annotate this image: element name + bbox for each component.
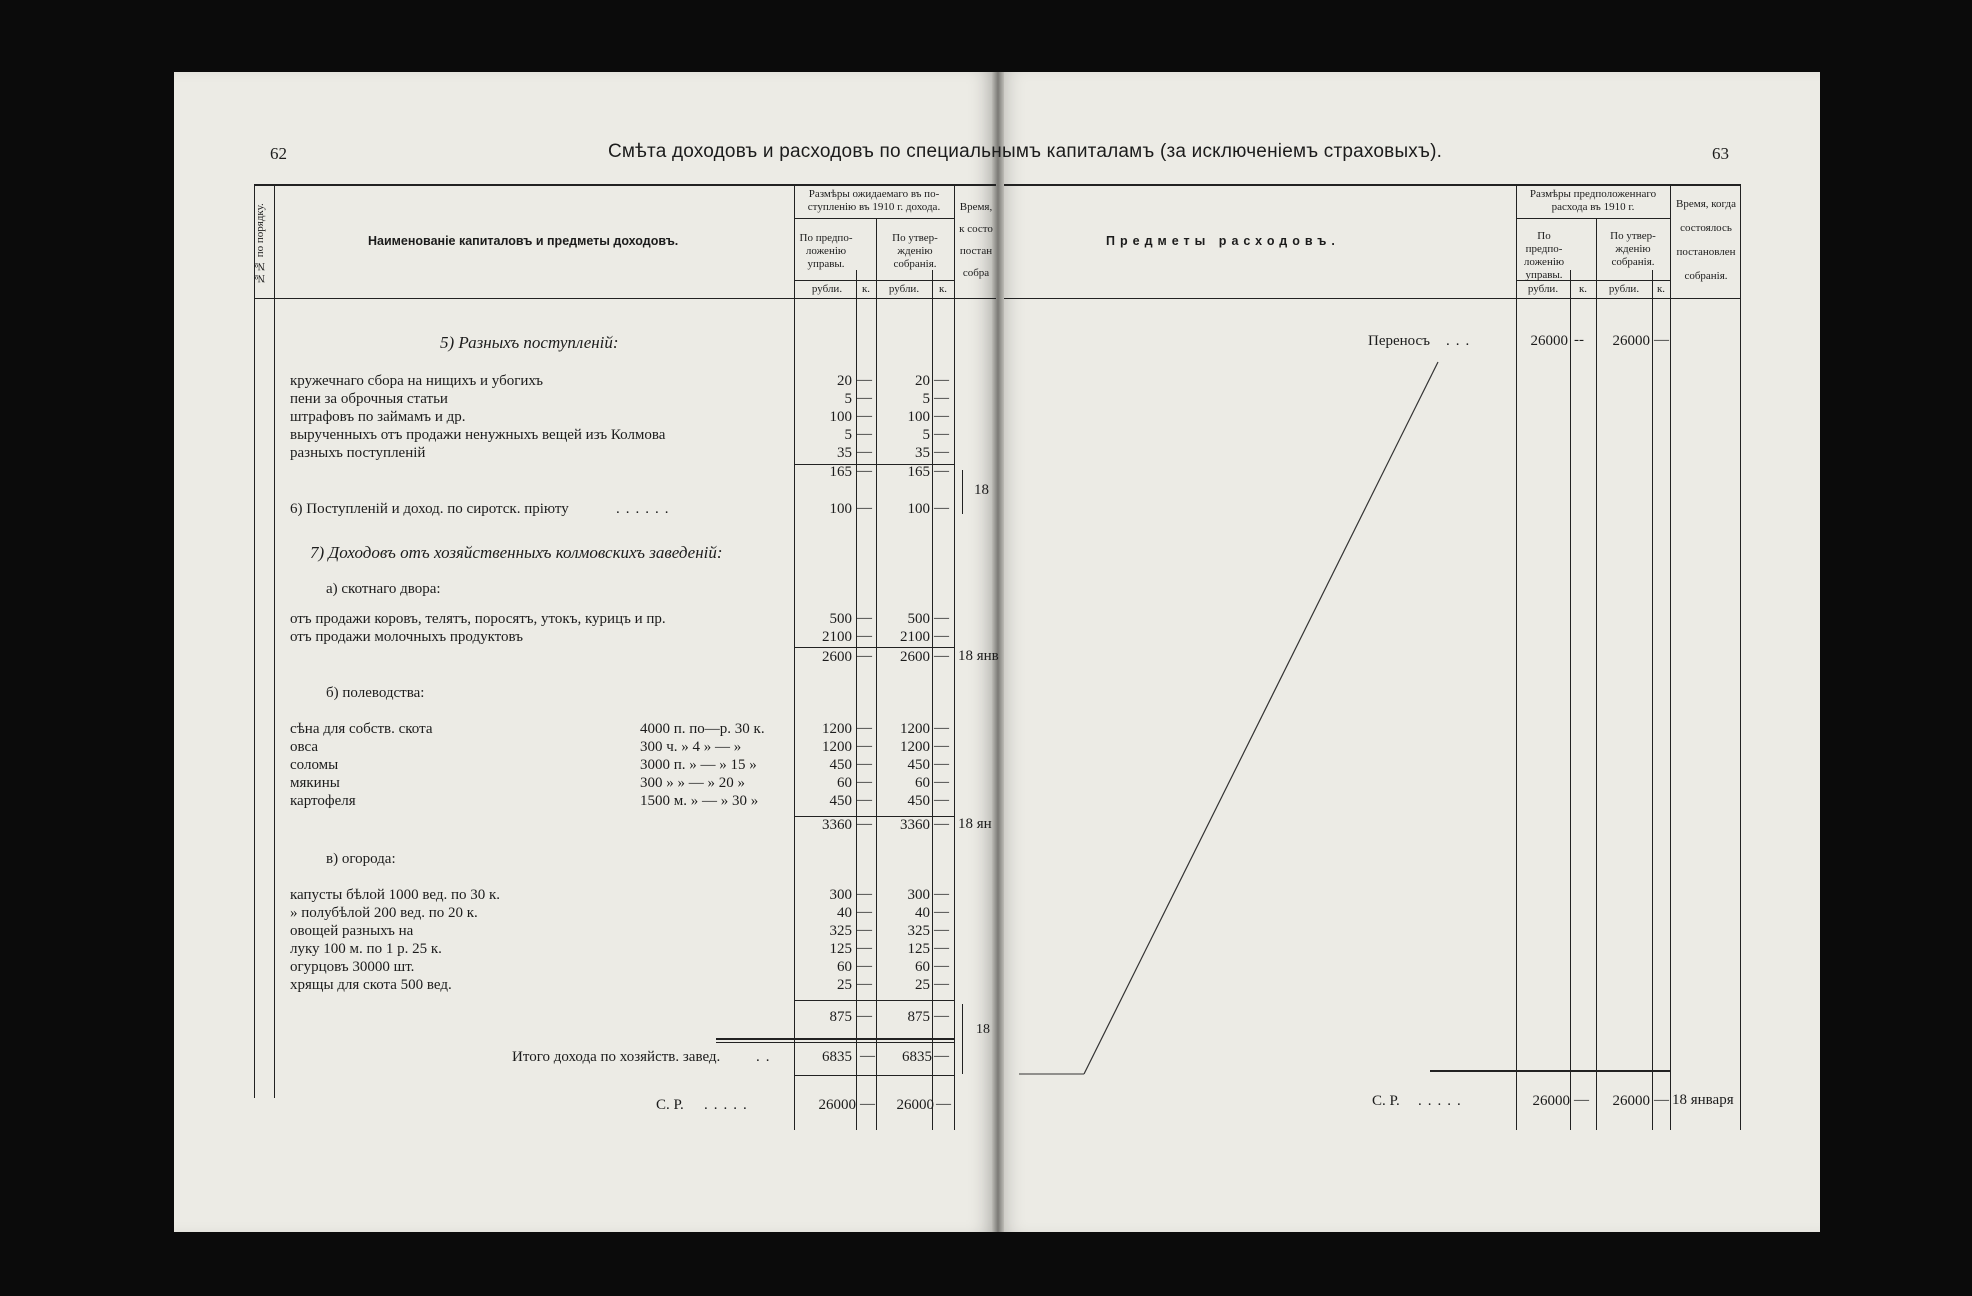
dash: — bbox=[857, 940, 872, 956]
dash: — bbox=[934, 816, 949, 832]
right-table-top-rule bbox=[1004, 184, 1740, 186]
dash: — bbox=[934, 940, 949, 956]
dash: -- bbox=[1574, 332, 1584, 348]
row-quantity: 4000 п. по—р. 30 к. bbox=[640, 721, 765, 737]
row-proposal: 300 bbox=[829, 887, 852, 903]
col-approved-rub: рубли. bbox=[888, 283, 920, 295]
row-label: капусты бѣлой 1000 вед. по 30 к. bbox=[290, 887, 501, 903]
sub-b-total-date: 18 ян bbox=[958, 816, 992, 832]
dash: — bbox=[857, 463, 872, 479]
row-label: штрафовъ по займамъ и др. bbox=[290, 409, 466, 425]
row-label: кружечнаго сбора на нищихъ и убогихъ bbox=[290, 373, 544, 389]
dash: — bbox=[1574, 1092, 1589, 1108]
dash: — bbox=[857, 444, 872, 460]
right-carry-date: 18 января bbox=[1672, 1092, 1734, 1108]
col-approved-kop: к. bbox=[938, 283, 948, 295]
dash: — bbox=[1654, 1092, 1669, 1108]
dash: — bbox=[934, 792, 949, 808]
row-proposal: 450 bbox=[829, 757, 852, 773]
dash: — bbox=[857, 390, 872, 406]
row-proposal: 100 bbox=[829, 409, 852, 425]
bracket bbox=[962, 470, 963, 514]
row-label: сѣна для собств. скота bbox=[290, 721, 433, 737]
dash: — bbox=[857, 720, 872, 736]
dash: — bbox=[857, 738, 872, 754]
right-header-bottom-rule bbox=[1004, 298, 1740, 299]
row-proposal: 5 bbox=[844, 427, 852, 443]
row-quantity: 300 » » — » 20 » bbox=[640, 775, 745, 791]
dot-leader: ...... bbox=[616, 501, 675, 517]
row-approved: 450 bbox=[907, 793, 930, 809]
row-quantity: 300 ч. » 4 » — » bbox=[640, 739, 742, 755]
left-table-edge bbox=[254, 184, 255, 1098]
dash: — bbox=[857, 408, 872, 424]
dash: — bbox=[934, 408, 949, 424]
dash: — bbox=[934, 756, 949, 772]
col-sizes-header: Размѣры ожидаемаго въ по-ступленію въ 1910 г. дохода. bbox=[807, 188, 941, 213]
sub-a-total-approved: 2600 bbox=[900, 649, 930, 665]
row-proposal: 125 bbox=[829, 941, 852, 957]
left-units-rule bbox=[794, 280, 954, 281]
col-approved-header: По утвер-жденію собранія. bbox=[892, 232, 938, 270]
right-carry-approved: 26000 bbox=[1612, 1093, 1650, 1109]
dash: — bbox=[934, 738, 949, 754]
row-approved: 5 bbox=[922, 427, 930, 443]
row-proposal: 500 bbox=[829, 611, 852, 627]
row-label: » полубѣлой 200 вед. по 20 к. bbox=[290, 905, 478, 921]
row-proposal: 60 bbox=[837, 775, 852, 791]
row-approved: 20 bbox=[915, 373, 930, 389]
r-col-proposal-kop: к. bbox=[1578, 283, 1588, 295]
row-label: картофеля bbox=[290, 793, 356, 809]
row-label: овса bbox=[290, 739, 318, 755]
col-no-divider bbox=[274, 184, 275, 1098]
row-proposal: 325 bbox=[829, 923, 852, 939]
diagonal-strike bbox=[1084, 362, 1438, 1074]
dash: — bbox=[934, 1048, 949, 1064]
row-approved: 125 bbox=[907, 941, 930, 957]
right-page-number: 63 bbox=[1712, 144, 1729, 163]
col-proposal-rub: рубли. bbox=[811, 283, 843, 295]
total-farm-proposal: 6835 bbox=[822, 1049, 852, 1065]
section5-total-proposal: 165 bbox=[829, 464, 852, 480]
dash: — bbox=[934, 463, 949, 479]
row-approved: 450 bbox=[907, 757, 930, 773]
left-carry-label: С. Р. bbox=[656, 1097, 684, 1113]
left-carry-approved: 26000 bbox=[896, 1097, 934, 1113]
row-approved: 2100 bbox=[900, 629, 930, 645]
dash: — bbox=[857, 976, 872, 992]
dash: — bbox=[857, 904, 872, 920]
row-quantity: 1500 м. » — » 30 » bbox=[640, 793, 759, 809]
section5-total-approved: 165 bbox=[907, 464, 930, 480]
r-col-proposal-header: По предпо-ложенію управы. bbox=[1523, 230, 1565, 281]
section7-title: 7) Доходовъ отъ хозяйственныхъ колмовскихъ заведеній: bbox=[310, 543, 723, 562]
dash: — bbox=[934, 922, 949, 938]
transfer-proposal: 26000 bbox=[1530, 333, 1568, 349]
row-proposal: 5 bbox=[844, 391, 852, 407]
row-label: отъ продажи молочныхъ продуктовъ bbox=[290, 629, 524, 645]
total-farm-approved: 6835 bbox=[902, 1049, 932, 1065]
dash: — bbox=[936, 1096, 951, 1112]
dash: — bbox=[857, 426, 872, 442]
dash: — bbox=[860, 1096, 875, 1112]
row-label: пени за оброчныя статьи bbox=[290, 391, 448, 407]
dash: — bbox=[934, 958, 949, 974]
section5-total-date: 18 bbox=[974, 482, 989, 498]
sub-c-total-proposal: 875 bbox=[829, 1009, 852, 1025]
total-farm-label: Итого дохода по хозяйств. завед. bbox=[512, 1049, 721, 1065]
row-label: овощей разныхъ на bbox=[290, 923, 414, 939]
row-label: хрящы для скота 500 вед. bbox=[290, 977, 452, 993]
row-approved: 500 bbox=[907, 611, 930, 627]
dash: — bbox=[934, 976, 949, 992]
r-col-approved-rub: рубли. bbox=[1608, 283, 1640, 295]
row-proposal: 20 bbox=[837, 373, 852, 389]
dash: — bbox=[934, 648, 949, 664]
sub-a-total-date: 18 янв bbox=[958, 648, 999, 664]
row-label: огурцовъ 30000 шт. bbox=[290, 959, 415, 975]
row-label: мякины bbox=[290, 775, 340, 791]
right-sizes-subrule bbox=[1516, 218, 1670, 219]
transfer-label: Переносъ bbox=[1368, 333, 1430, 349]
dash: — bbox=[857, 628, 872, 644]
row-approved: 25 bbox=[915, 977, 930, 993]
dash: — bbox=[934, 720, 949, 736]
sub-c-total-date: 18 bbox=[976, 1022, 990, 1037]
cancellation-line bbox=[1004, 300, 1524, 1100]
transfer-approved: 26000 bbox=[1612, 333, 1650, 349]
bracket bbox=[962, 1004, 963, 1074]
row-approved: 300 bbox=[907, 887, 930, 903]
dash: — bbox=[934, 500, 949, 516]
dot-leader: ..... bbox=[704, 1097, 753, 1113]
sub-a-title: а) скотнаго двора: bbox=[326, 581, 441, 597]
dash: — bbox=[857, 500, 872, 516]
row-approved: 1200 bbox=[900, 739, 930, 755]
dash: — bbox=[934, 372, 949, 388]
dot-leader: ..... bbox=[1418, 1093, 1467, 1109]
left-carry-proposal: 26000 bbox=[818, 1097, 856, 1113]
row-proposal: 40 bbox=[837, 905, 852, 921]
row-label: вырученныхъ отъ продажи ненужныхъ вещей изъ Колмова bbox=[290, 427, 666, 443]
total-double-rule-2 bbox=[716, 1042, 954, 1043]
left-page-number: 62 bbox=[270, 144, 287, 163]
row-approved: 60 bbox=[915, 959, 930, 975]
row-approved: 5 bbox=[922, 391, 930, 407]
r-col-time-header: Время, когда состоялось постановлен собранія. bbox=[1676, 198, 1736, 282]
row-label: луку 100 м. по 1 р. 25 к. bbox=[290, 941, 442, 957]
dash: — bbox=[857, 792, 872, 808]
dot-leader: .. bbox=[756, 1049, 776, 1065]
dash: — bbox=[857, 1008, 872, 1024]
r-col-time-divider bbox=[1670, 184, 1671, 1130]
dash: — bbox=[857, 958, 872, 974]
dash: — bbox=[857, 886, 872, 902]
row-approved: 40 bbox=[915, 905, 930, 921]
sub-b-title: б) полеводства: bbox=[326, 685, 425, 701]
dash: — bbox=[857, 756, 872, 772]
dot-leader: ... bbox=[1446, 333, 1476, 349]
r-col-proposal-rub: рубли. bbox=[1527, 283, 1559, 295]
dash: — bbox=[857, 648, 872, 664]
dash: — bbox=[1654, 332, 1669, 348]
right-carry-proposal: 26000 bbox=[1532, 1093, 1570, 1109]
row-proposal: 450 bbox=[829, 793, 852, 809]
col-subject-header: Предметы расходовъ. bbox=[1106, 234, 1340, 248]
sub-b-total-approved: 3360 bbox=[900, 817, 930, 833]
sub-b-total-proposal: 3360 bbox=[822, 817, 852, 833]
dash: — bbox=[934, 426, 949, 442]
dash: — bbox=[857, 774, 872, 790]
dash: — bbox=[934, 444, 949, 460]
right-table-edge bbox=[1740, 184, 1741, 1130]
section6-proposal: 100 bbox=[829, 501, 852, 517]
right-carry-label: С. Р. bbox=[1372, 1093, 1400, 1109]
r-col-approved-kop-divider bbox=[1652, 270, 1653, 1130]
row-label: соломы bbox=[290, 757, 339, 773]
dash: — bbox=[934, 886, 949, 902]
total-double-rule bbox=[716, 1038, 954, 1040]
col-proposal-header: По предпо-ложенію управы. bbox=[799, 232, 853, 270]
dash: — bbox=[857, 610, 872, 626]
row-approved: 100 bbox=[907, 409, 930, 425]
row-proposal: 1200 bbox=[822, 721, 852, 737]
dash: — bbox=[857, 816, 872, 832]
dash: — bbox=[934, 1008, 949, 1024]
col-proposal-kop: к. bbox=[861, 283, 871, 295]
r-col-sizes-header: Размѣры предположеннаго расхода въ 1910 г. bbox=[1529, 188, 1657, 213]
row-proposal: 60 bbox=[837, 959, 852, 975]
sub-c-title: в) огорода: bbox=[326, 851, 396, 867]
row-quantity: 3000 п. » — » 15 » bbox=[640, 757, 757, 773]
dash: — bbox=[934, 610, 949, 626]
section5-title: 5) Разныхъ поступленій: bbox=[440, 333, 619, 352]
col-time-header: Время, к состо постан собра bbox=[959, 201, 993, 279]
row-approved: 35 bbox=[915, 445, 930, 461]
dash: — bbox=[860, 1048, 875, 1064]
section6-label: 6) Поступленій и доход. по сиротск. пріюту bbox=[290, 501, 569, 517]
row-approved: 1200 bbox=[900, 721, 930, 737]
section6-approved: 100 bbox=[907, 501, 930, 517]
row-approved: 60 bbox=[915, 775, 930, 791]
col-time-divider bbox=[954, 184, 955, 1130]
row-proposal: 35 bbox=[837, 445, 852, 461]
dash: — bbox=[857, 372, 872, 388]
left-header-bottom-rule bbox=[254, 298, 996, 299]
r-col-approved-divider bbox=[1596, 218, 1597, 1130]
sub-a-total-proposal: 2600 bbox=[822, 649, 852, 665]
row-proposal: 25 bbox=[837, 977, 852, 993]
dash: — bbox=[934, 904, 949, 920]
r-col-approved-header: По утвер-жденію собранія. bbox=[1610, 230, 1656, 268]
dash: — bbox=[857, 922, 872, 938]
col-approved-kop-divider bbox=[932, 270, 933, 1130]
dash: — bbox=[934, 390, 949, 406]
row-approved: 325 bbox=[907, 923, 930, 939]
page-title: Смѣта доходовъ и расходовъ по специальнымъ капиталамъ (за исключеніемъ страховыхъ). bbox=[608, 141, 1443, 162]
row-proposal: 2100 bbox=[822, 629, 852, 645]
right-total-rule bbox=[1430, 1070, 1670, 1072]
sub-c-sum-rule bbox=[794, 1000, 954, 1001]
r-col-approved-kop: к. bbox=[1656, 283, 1666, 295]
col-name-header: Наименованіе капиталовъ и предметы доходовъ. bbox=[368, 234, 679, 248]
row-label: разныхъ поступленій bbox=[290, 445, 426, 461]
dash: — bbox=[934, 628, 949, 644]
r-col-proposal-kop-divider bbox=[1570, 270, 1571, 1130]
row-proposal: 1200 bbox=[822, 739, 852, 755]
left-sizes-subrule bbox=[794, 218, 954, 219]
left-table-top-rule bbox=[254, 184, 996, 186]
col-no-header: №№ по порядку. bbox=[254, 203, 266, 285]
sub-c-total-approved: 875 bbox=[907, 1009, 930, 1025]
row-label: отъ продажи коровъ, телятъ, поросятъ, утокъ, курицъ и пр. bbox=[290, 611, 666, 627]
carry-rule bbox=[794, 1075, 954, 1076]
dash: — bbox=[934, 774, 949, 790]
